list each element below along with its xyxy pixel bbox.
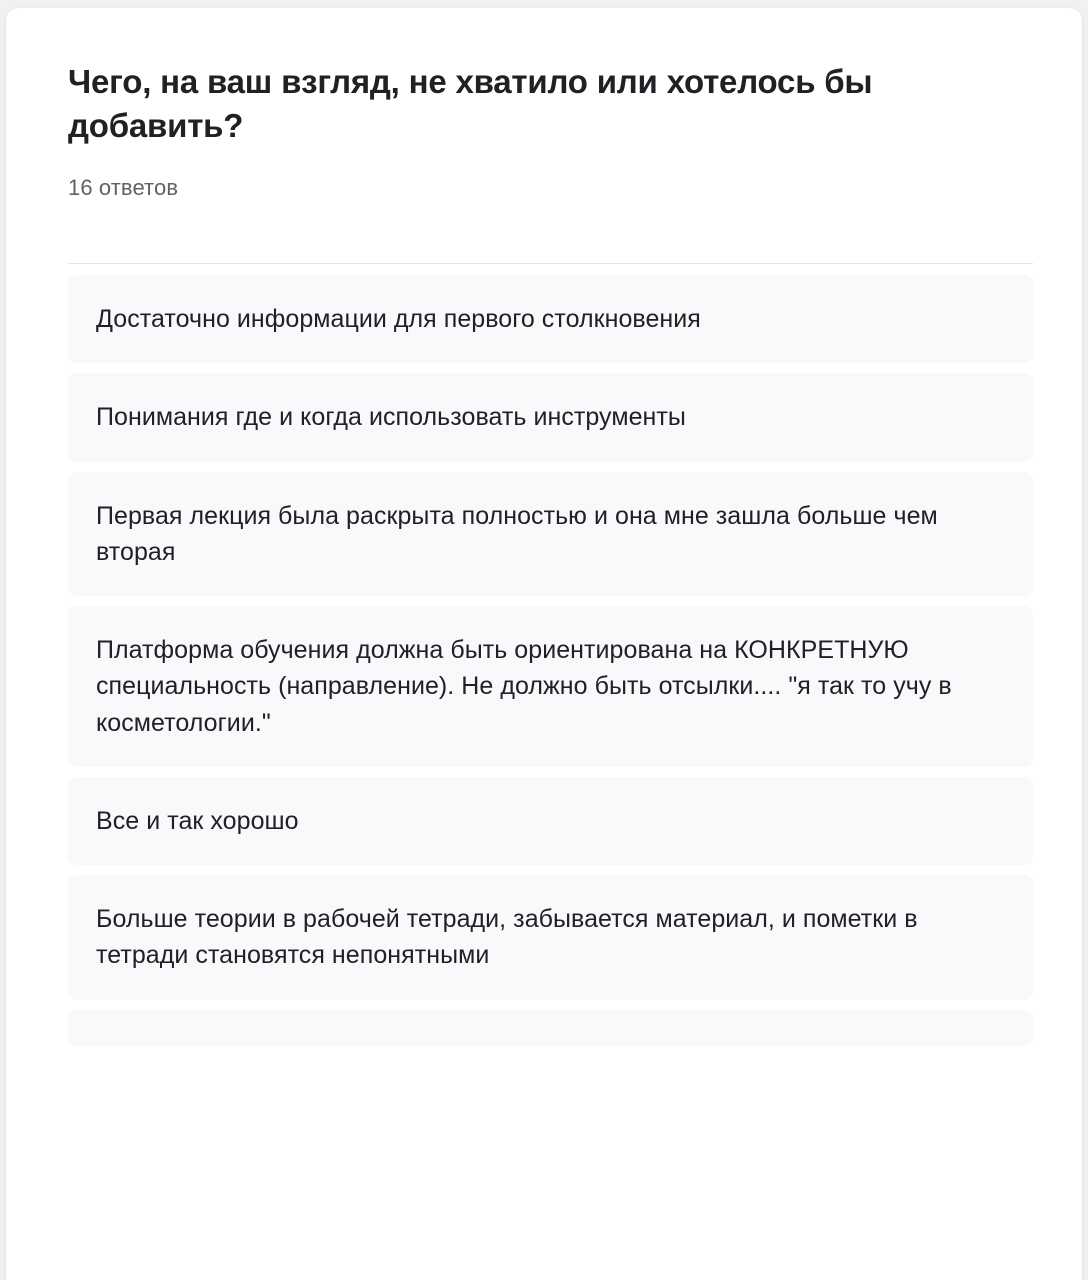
response-count-label: 16 ответов [68, 175, 179, 201]
list-item: Больше теории в рабочей тетради, забывается материал, и пометки в тетради становятся непонятными [68, 875, 1033, 1000]
list-item: Достаточно информации для первого столкновения [68, 275, 1033, 363]
list-item [68, 1010, 1033, 1046]
question-response-card [6, 8, 1082, 1280]
answers-list [68, 275, 1033, 1046]
list-item: Платформа обучения должна быть ориентирована на КОНКРЕТНУЮ специальность (направление). Не должно быть отсылки.... "я так то учу в косметологии." [68, 606, 1033, 767]
section-divider [68, 263, 1033, 264]
list-item: Все и так хорошо [68, 777, 1033, 865]
list-item: Первая лекция была раскрыта полностью и она мне зашла больше чем вторая [68, 472, 1033, 597]
list-item: Понимания где и когда использовать инструменты [68, 373, 1033, 461]
page-title: Чего, на ваш взгляд, не хватило или хотелось бы добавить? [68, 63, 873, 144]
